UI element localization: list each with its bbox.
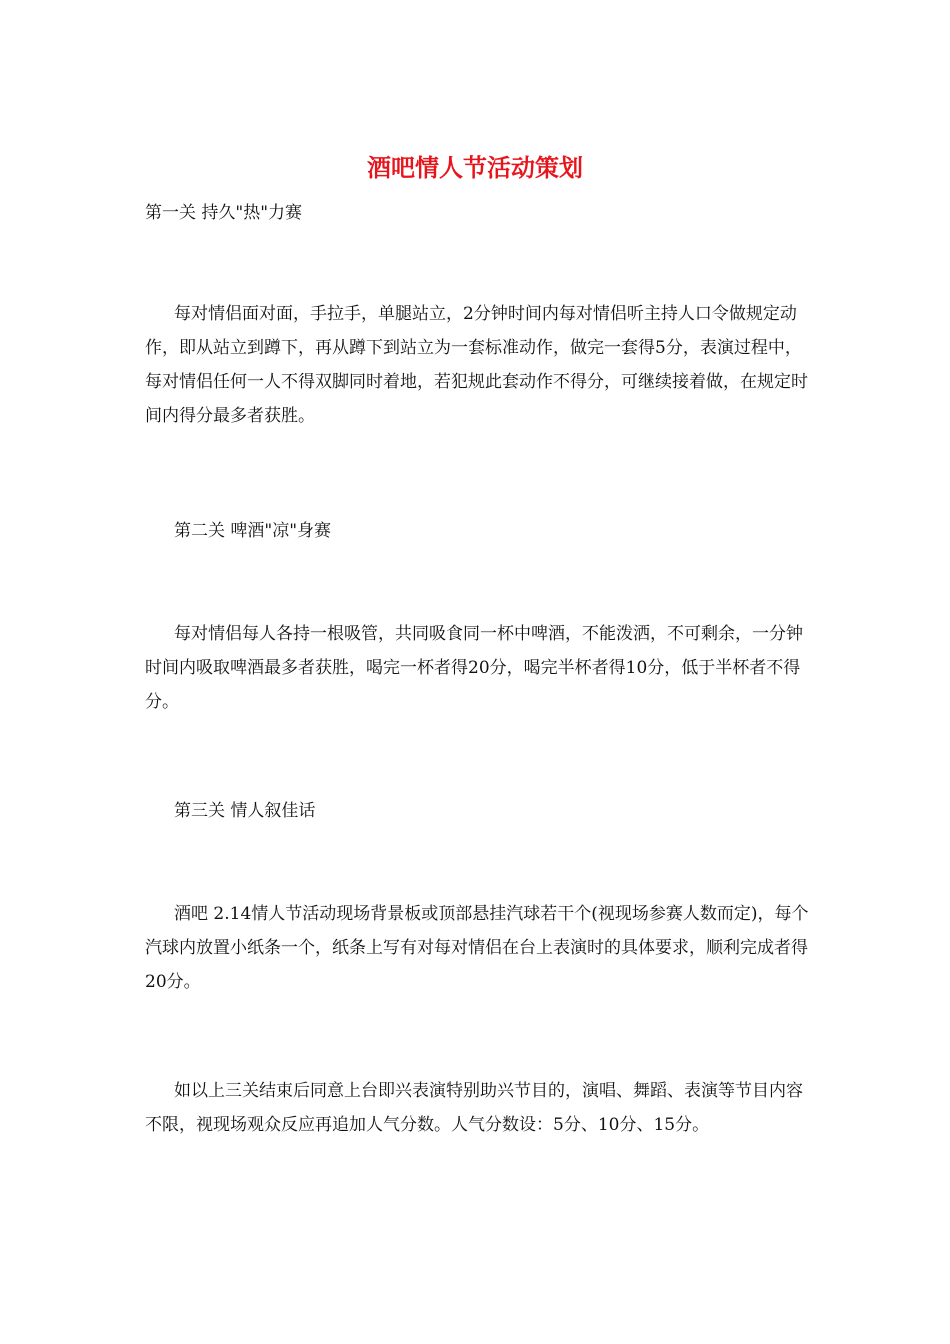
closing-paragraph: 如以上三关结束后同意上台即兴表演特别助兴节目的，演唱、舞蹈、表演等节目内容不限，视现场观众反应再追加人气分数。人气分数设：5分、10分、15分。 (145, 1081, 803, 1135)
document-title: 酒吧情人节活动策划 (367, 153, 583, 182)
section-2-heading: 第二关 啤酒"凉"身赛 (174, 521, 332, 541)
section-2-body: 每对情侣每人各持一根吸管，共同吸食同一杯中啤酒，不能泼洒，不可剩余，一分钟时间内吸取啤酒最多者获胜，喝完一杯者得20分，喝完半杯者得10分，低于半杯者不得分。 (145, 624, 803, 712)
section-1-body: 每对情侣面对面，手拉手，单腿站立，2分钟时间内每对情侣听主持人口令做规定动作，即从站立到蹲下，再从蹲下到站立为一套标准动作，做完一套得5分，表演过程中，每对情侣任何一人不得双脚同时着地，若犯规此套动作不得分，可继续接着做，在规定时间内得分最多者获胜。 (145, 304, 808, 426)
section-3-body: 酒吧 2.14情人节活动现场背景板或顶部悬挂汽球若干个(视现场参赛人数而定)，每个汽球内放置小纸条一个，纸条上写有对每对情侣在台上表演时的具体要求，顺利完成者得20分。 (145, 904, 809, 992)
section-1-heading: 第一关 持久"热"力赛 (145, 203, 303, 223)
section-3-heading: 第三关 情人叙佳话 (174, 801, 316, 821)
